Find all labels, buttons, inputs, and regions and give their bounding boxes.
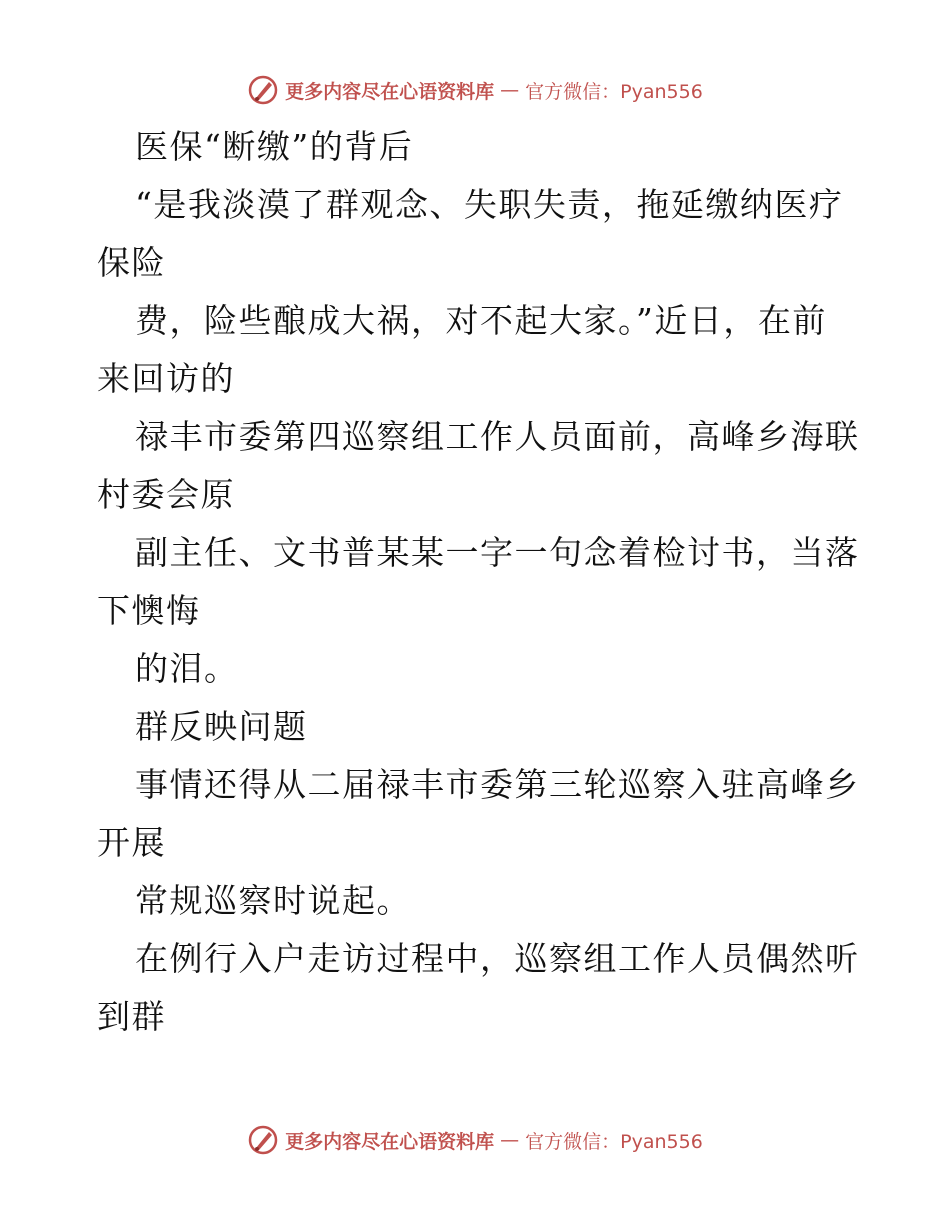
text-line: 到群 — [97, 997, 166, 1036]
text-line: 常规巡察时说起。 — [135, 881, 411, 920]
text-line: 禄丰市委第四巡察组工作人员面前，高峰乡海联 — [135, 417, 860, 456]
text-line: 来回访的 — [97, 359, 235, 398]
heading-line: 群反映问题 — [135, 707, 308, 746]
pen-logo-icon — [247, 74, 279, 106]
text-line: 的泪。 — [135, 649, 239, 688]
text-line: 费，险些酿成大祸，对不起大家。”近日，在前 — [135, 301, 827, 340]
pen-logo-icon — [247, 1124, 279, 1156]
header-banner — [0, 70, 950, 110]
text-line: 在例行入户走访过程中，巡察组工作人员偶然听 — [135, 939, 860, 978]
banner-title: 更多内容尽在心语资料库 — [285, 80, 495, 103]
banner-dash: — — [500, 1129, 520, 1151]
text-line: 村委会原 — [97, 475, 235, 514]
footer-banner — [0, 1120, 950, 1160]
document-body — [97, 118, 860, 1046]
text-line: “是我淡漠了群观念、失职失责，拖延缴纳医疗 — [135, 185, 844, 224]
text-line: 副主任、文书普某某一字一句念着检讨书，当落 — [135, 533, 860, 572]
banner-dash: — — [500, 79, 520, 101]
heading-line: 医保“断缴”的背后 — [135, 127, 414, 166]
text-line: 事情还得从二届禄丰市委第三轮巡察入驻高峰乡 — [135, 765, 860, 804]
text-line: 开展 — [97, 823, 166, 862]
banner-title: 更多内容尽在心语资料库 — [285, 1130, 495, 1153]
banner-wechat: 官方微信：Pyan556 — [525, 1130, 703, 1153]
banner-wechat: 官方微信：Pyan556 — [525, 80, 703, 103]
text-line: 保险 — [97, 243, 166, 282]
text-line: 下懊悔 — [97, 591, 201, 630]
